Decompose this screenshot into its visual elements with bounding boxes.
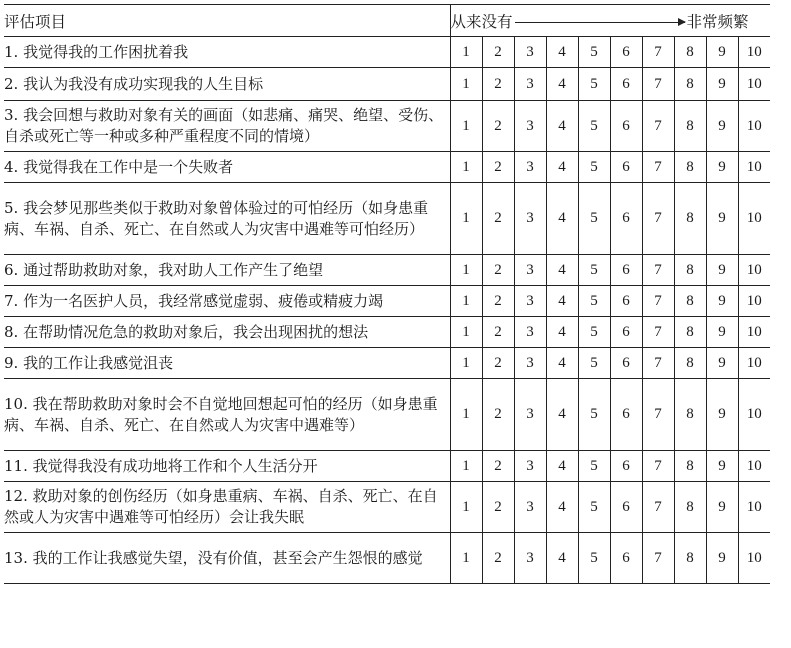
scale-option[interactable]: 3: [514, 68, 546, 101]
scale-option[interactable]: 1: [450, 152, 482, 183]
scale-option[interactable]: 1: [450, 533, 482, 584]
scale-option[interactable]: 7: [642, 68, 674, 101]
table-row: [4, 152, 770, 183]
table-row: [4, 101, 770, 152]
scale-option[interactable]: 9: [706, 255, 738, 286]
scale-option[interactable]: 8: [674, 183, 706, 255]
scale-option[interactable]: 4: [546, 533, 578, 584]
scale-option[interactable]: 7: [642, 379, 674, 451]
scale-option[interactable]: 7: [642, 183, 674, 255]
scale-option[interactable]: 4: [546, 68, 578, 101]
scale-option[interactable]: 5: [578, 101, 610, 152]
scale-option[interactable]: 10: [738, 286, 770, 317]
scale-option[interactable]: 10: [738, 317, 770, 348]
scale-option[interactable]: 1: [450, 101, 482, 152]
table-row: [4, 482, 770, 533]
item-text: 7. 作为一名医护人员，我经常感觉虚弱、疲倦或精疲力竭: [4, 286, 450, 317]
scale-option[interactable]: 3: [514, 482, 546, 533]
scale-option[interactable]: 3: [514, 37, 546, 68]
scale-option[interactable]: 2: [482, 152, 514, 183]
item-text: 11. 我觉得我没有成功地将工作和个人生活分开: [4, 451, 450, 482]
scale-option[interactable]: 1: [450, 451, 482, 482]
scale-option[interactable]: 2: [482, 255, 514, 286]
scale-option[interactable]: 1: [450, 286, 482, 317]
item-text: 6. 通过帮助救助对象，我对助人工作产生了绝望: [4, 255, 450, 286]
scale-option[interactable]: 1: [450, 379, 482, 451]
scale-option[interactable]: 8: [674, 152, 706, 183]
scale-option[interactable]: 6: [610, 286, 642, 317]
item-text: 8. 在帮助情况危急的救助对象后，我会出现困扰的想法: [4, 317, 450, 348]
scale-option[interactable]: 8: [674, 533, 706, 584]
scale-option[interactable]: 6: [610, 255, 642, 286]
scale-option[interactable]: 5: [578, 451, 610, 482]
scale-option[interactable]: 8: [674, 286, 706, 317]
scale-option[interactable]: 7: [642, 348, 674, 379]
scale-option[interactable]: 2: [482, 482, 514, 533]
scale-option[interactable]: 5: [578, 255, 610, 286]
scale-option[interactable]: 10: [738, 482, 770, 533]
scale-option[interactable]: 5: [578, 68, 610, 101]
item-text: 5. 我会梦见那些类似于救助对象曾体验过的可怕经历（如身患重病、车祸、自杀、死亡、在自然或人为灾害中遇难等可怕经历）: [4, 183, 450, 255]
scale-option[interactable]: 3: [514, 183, 546, 255]
scale-option[interactable]: 10: [738, 68, 770, 101]
arrow-right-icon: [515, 22, 685, 23]
scale-option[interactable]: 6: [610, 183, 642, 255]
scale-option[interactable]: 4: [546, 451, 578, 482]
scale-option[interactable]: 1: [450, 183, 482, 255]
scale-option[interactable]: 3: [514, 286, 546, 317]
scale-option[interactable]: 2: [482, 101, 514, 152]
scale-option[interactable]: 9: [706, 482, 738, 533]
scale-option[interactable]: 10: [738, 533, 770, 584]
table-row: [4, 379, 770, 451]
scale-option[interactable]: 5: [578, 183, 610, 255]
scale-option[interactable]: 9: [706, 451, 738, 482]
scale-option[interactable]: 6: [610, 152, 642, 183]
scale-option[interactable]: 10: [738, 348, 770, 379]
scale-option[interactable]: 1: [450, 37, 482, 68]
scale-option[interactable]: 9: [706, 152, 738, 183]
scale-option[interactable]: 9: [706, 183, 738, 255]
scale-option[interactable]: 2: [482, 348, 514, 379]
scale-option[interactable]: 10: [738, 255, 770, 286]
table-row: [4, 68, 770, 101]
scale-option[interactable]: 4: [546, 101, 578, 152]
scale-option[interactable]: 8: [674, 482, 706, 533]
scale-option[interactable]: 6: [610, 68, 642, 101]
scale-option[interactable]: 6: [610, 317, 642, 348]
scale-option[interactable]: 8: [674, 379, 706, 451]
item-text: 1. 我觉得我的工作困扰着我: [4, 37, 450, 68]
scale-option[interactable]: 3: [514, 348, 546, 379]
scale-option[interactable]: 3: [514, 317, 546, 348]
item-text: 3. 我会回想与救助对象有关的画面（如悲痛、痛哭、绝望、受伤、自杀或死亡等一种或多种严重程度不同的情境）: [4, 101, 450, 152]
scale-option[interactable]: 4: [546, 255, 578, 286]
scale-option[interactable]: 10: [738, 379, 770, 451]
item-text: 13. 我的工作让我感觉失望，没有价值，甚至会产生怨恨的感觉: [4, 533, 450, 584]
scale-option[interactable]: 10: [738, 183, 770, 255]
scale-option[interactable]: 7: [642, 482, 674, 533]
table-row: [4, 533, 770, 584]
scale-option[interactable]: 1: [450, 68, 482, 101]
scale-option[interactable]: 7: [642, 152, 674, 183]
table-row: [4, 286, 770, 317]
scale-option[interactable]: 1: [450, 255, 482, 286]
scale-option[interactable]: 4: [546, 152, 578, 183]
scale-option[interactable]: 4: [546, 317, 578, 348]
scale-option[interactable]: 8: [674, 68, 706, 101]
scale-option[interactable]: 10: [738, 101, 770, 152]
scale-option[interactable]: 3: [514, 255, 546, 286]
scale-option[interactable]: 6: [610, 482, 642, 533]
scale-option[interactable]: 8: [674, 317, 706, 348]
scale-option[interactable]: 1: [450, 317, 482, 348]
scale-option[interactable]: 2: [482, 451, 514, 482]
item-text: 2. 我认为我没有成功实现我的人生目标: [4, 68, 450, 101]
scale-option[interactable]: 9: [706, 317, 738, 348]
scale-option[interactable]: 2: [482, 317, 514, 348]
table-row: [4, 317, 770, 348]
scale-option[interactable]: 4: [546, 348, 578, 379]
scale-option[interactable]: 9: [706, 379, 738, 451]
scale-option[interactable]: 1: [450, 482, 482, 533]
scale-option[interactable]: 9: [706, 533, 738, 584]
scale-option[interactable]: 5: [578, 379, 610, 451]
scale-option[interactable]: 2: [482, 379, 514, 451]
scale-option[interactable]: 5: [578, 482, 610, 533]
scale-option[interactable]: 7: [642, 533, 674, 584]
scale-option[interactable]: 7: [642, 451, 674, 482]
table-row: [4, 183, 770, 255]
scale-option[interactable]: 9: [706, 101, 738, 152]
scale-option[interactable]: 8: [674, 255, 706, 286]
scale-option[interactable]: 5: [578, 152, 610, 183]
assessment-table: [4, 4, 770, 584]
item-text: 10. 我在帮助救助对象时会不自觉地回想起可怕的经历（如身患重病、车祸、自杀、死亡、在自然或人为灾害中遇难等）: [4, 379, 450, 451]
frequency-low-label: 从来没有: [450, 12, 513, 31]
scale-option[interactable]: 2: [482, 68, 514, 101]
scale-option[interactable]: 9: [706, 348, 738, 379]
scale-option[interactable]: 5: [578, 317, 610, 348]
scale-option[interactable]: 2: [482, 183, 514, 255]
scale-option[interactable]: 6: [610, 451, 642, 482]
scale-option[interactable]: 4: [546, 379, 578, 451]
scale-option[interactable]: 4: [546, 286, 578, 317]
table-row: [4, 255, 770, 286]
scale-option[interactable]: 4: [546, 482, 578, 533]
scale-option[interactable]: 3: [514, 101, 546, 152]
scale-option[interactable]: 8: [674, 101, 706, 152]
table-row: [4, 348, 770, 379]
scale-option[interactable]: 10: [738, 152, 770, 183]
table-row: [4, 37, 770, 68]
scale-option[interactable]: 5: [578, 533, 610, 584]
item-text: 9. 我的工作让我感觉沮丧: [4, 348, 450, 379]
frequency-scale-header: [450, 5, 770, 37]
scale-option[interactable]: 3: [514, 533, 546, 584]
table-row: [4, 451, 770, 482]
scale-option[interactable]: 5: [578, 348, 610, 379]
scale-option[interactable]: 10: [738, 451, 770, 482]
scale-option[interactable]: 2: [482, 533, 514, 584]
scale-option[interactable]: 7: [642, 37, 674, 68]
scale-option[interactable]: 4: [546, 37, 578, 68]
scale-option[interactable]: 6: [610, 37, 642, 68]
scale-option[interactable]: 7: [642, 286, 674, 317]
scale-option[interactable]: 8: [674, 451, 706, 482]
header-row: [4, 5, 770, 37]
scale-option[interactable]: 6: [610, 348, 642, 379]
scale-option[interactable]: 2: [482, 286, 514, 317]
scale-option[interactable]: 6: [610, 379, 642, 451]
scale-option[interactable]: 7: [642, 255, 674, 286]
scale-option[interactable]: 8: [674, 37, 706, 68]
item-text: 4. 我觉得我在工作中是一个失败者: [4, 152, 450, 183]
scale-option[interactable]: 3: [514, 152, 546, 183]
scale-option[interactable]: 2: [482, 37, 514, 68]
frequency-high-label: 非常频繁: [686, 12, 749, 31]
item-column-header: 评估项目: [4, 5, 450, 37]
scale-option[interactable]: 7: [642, 101, 674, 152]
scale-option[interactable]: 10: [738, 37, 770, 68]
scale-option[interactable]: 9: [706, 68, 738, 101]
scale-option[interactable]: 7: [642, 317, 674, 348]
scale-option[interactable]: 3: [514, 379, 546, 451]
item-rows: [4, 37, 770, 584]
scale-option[interactable]: 6: [610, 533, 642, 584]
scale-option[interactable]: 1: [450, 348, 482, 379]
scale-option[interactable]: 9: [706, 286, 738, 317]
scale-option[interactable]: 9: [706, 37, 738, 68]
scale-option[interactable]: 8: [674, 348, 706, 379]
scale-option[interactable]: 3: [514, 451, 546, 482]
item-text: 12. 救助对象的创伤经历（如身患重病、车祸、自杀、死亡、在自然或人为灾害中遇难等可怕经历）会让我失眠: [4, 482, 450, 533]
scale-option[interactable]: 6: [610, 101, 642, 152]
scale-option[interactable]: 4: [546, 183, 578, 255]
scale-option[interactable]: 5: [578, 286, 610, 317]
scale-option[interactable]: 5: [578, 37, 610, 68]
